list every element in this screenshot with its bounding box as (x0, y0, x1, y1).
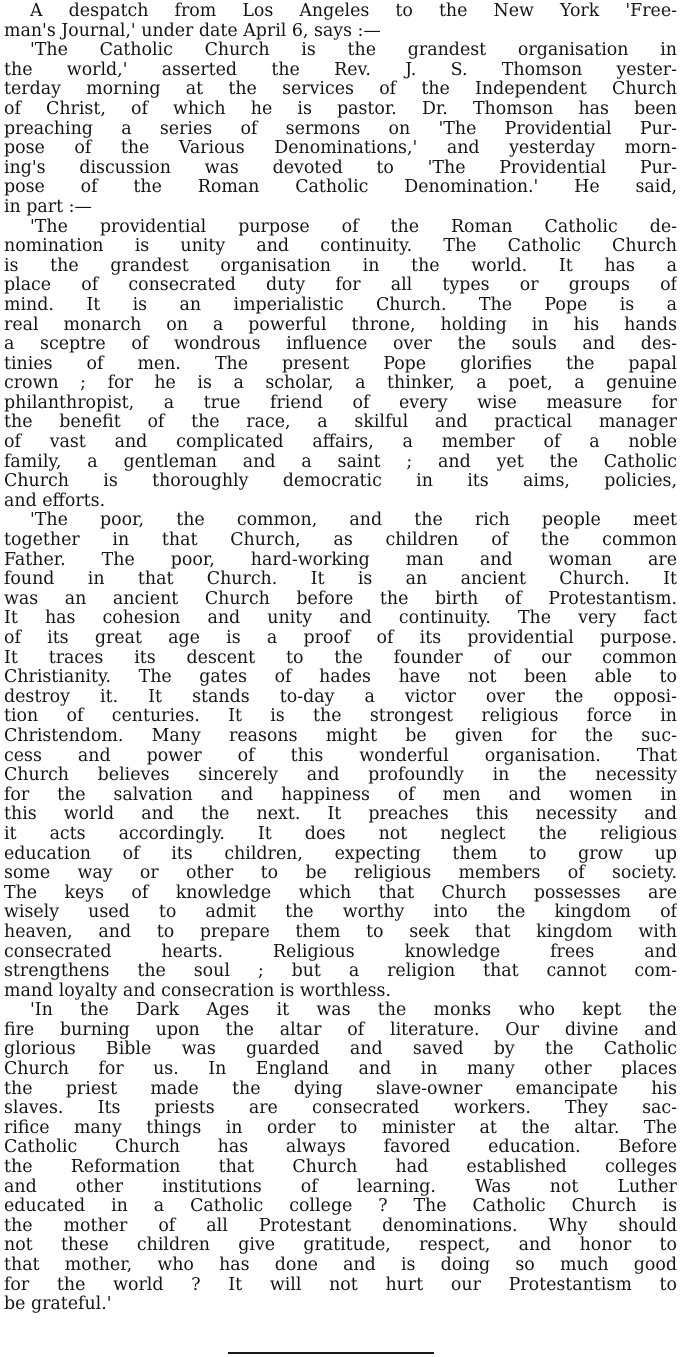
text-line: the Reformation that Church had established colleges (4, 1158, 677, 1178)
text-line: tion of centuries. It is the strongest religious force in (4, 707, 677, 727)
text-line: crown ; for he is a scholar, a thinker, a poet, a genuine (4, 374, 677, 394)
text-line: Church for us. In England and in many other places (4, 1060, 677, 1080)
text-line: 'The Catholic Church is the grandest organisation in (30, 41, 677, 61)
text-line: strengthens the soul ; but a religion that cannot com- (4, 962, 677, 982)
text-line: cess and power of this wonderful organisation. That (4, 746, 677, 766)
text-line: the benefit of the race, a skilful and practical manager (4, 413, 677, 433)
text-line: rifice many things in order to minister at the altar. The (4, 1118, 677, 1138)
text-line: for the salvation and happiness of men and women in (4, 785, 677, 805)
text-line: 'The poor, the common, and the rich people meet (30, 511, 677, 531)
text-line: the mother of all Protestant denominations. Why should (4, 1216, 677, 1236)
text-line: that mother, who has done and is doing so much good (4, 1256, 677, 1275)
text-line: together in that Church, as children of the common (4, 531, 677, 551)
text-line: glorious Bible was guarded and saved by the Catholic (4, 1040, 677, 1060)
text-line: ing's discussion was devoted to 'The Providential Pur- (4, 158, 677, 178)
text-line: Catholic Church has always favored education. Before (4, 1138, 677, 1158)
text-line: Christianity. The gates of hades have not been able to (4, 668, 677, 688)
text-line: family, a gentleman and a saint ; and yet the Catholic (4, 452, 677, 472)
text-line: real monarch on a powerful throne, holding in his hands (4, 315, 677, 335)
text-line: tinies of men. The present Pope glorifies the papal (4, 354, 677, 374)
text-line: was an ancient Church before the birth of Protestantism. (4, 589, 677, 609)
text-line: found in that Church. It is an ancient Church. It (4, 570, 677, 590)
text-line: not these children give gratitude, respect, and honor to (4, 1236, 677, 1256)
text-line: The keys of knowledge which that Church possesses are (4, 883, 677, 903)
text-line: mind. It is an imperialistic Church. The Pope is a (4, 295, 677, 315)
text-line: educated in a Catholic college ? The Catholic Church is (4, 1197, 677, 1217)
text-line: pose of the Roman Catholic Denomination.' He said, (4, 178, 677, 198)
text-line: Father. The poor, hard-working man and woman are (4, 550, 677, 570)
paragraph-providential-purpose (4, 218, 677, 512)
text-line: fire burning upon the altar of literature. Our divine and (4, 1020, 677, 1040)
text-line: consecrated hearts. Religious knowledge frees and (4, 942, 677, 962)
text-line: wisely used to admit the worthy into the kingdom of (4, 903, 677, 923)
text-line: Christendom. Many reasons might be given for the suc- (4, 726, 677, 746)
text-line: of its great age is a proof of its providential purpose. (4, 629, 677, 648)
article-column (4, 2, 677, 1315)
text-line: the world,' asserted the Rev. J. S. Thomson yester- (4, 60, 677, 80)
text-line: destroy it. It stands to-day a victor over the opposi- (4, 687, 677, 707)
text-line: Church is thoroughly democratic in its aims, policies, (4, 472, 677, 492)
paragraph-thomson-statement (4, 41, 677, 217)
text-line: man's Journal,' under date April 6, says :— (4, 21, 381, 41)
text-line: this world and the next. It preaches this necessity and (4, 805, 677, 825)
text-line: Church believes sincerely and profoundly in the necessity (4, 766, 677, 786)
text-line: place of consecrated duty for all types or groups of (4, 276, 677, 296)
end-rule (228, 1352, 434, 1354)
text-line: is the grandest organisation in the world. It has a (4, 256, 677, 276)
text-line: be grateful.' (4, 1295, 112, 1315)
text-line: preaching a series of sermons on 'The Providential Pur- (4, 119, 677, 139)
paragraph-poor-and-rich (4, 511, 677, 1001)
text-line: the priest made the dying slave-owner emancipate his (4, 1079, 677, 1099)
text-line: and efforts. (4, 491, 106, 511)
text-line: for the world ? It will not hurt our Protestantism to (4, 1275, 677, 1295)
text-line: some way or other to be religious members of society. (4, 864, 677, 884)
text-line: of vast and complicated affairs, a member of a noble (4, 433, 677, 453)
text-line: a sceptre of wondrous influence over the souls and des- (4, 335, 677, 355)
text-line: It has cohesion and unity and continuity. The very fact (4, 609, 677, 629)
text-line: philanthropist, a true friend of every wise measure for (4, 393, 677, 413)
text-line: heaven, and to prepare them to seek that kingdom with (4, 922, 677, 942)
text-line: of Christ, of which he is pastor. Dr. Thomson has been (4, 99, 677, 119)
text-line: 'In the Dark Ages it was the monks who kept the (30, 1001, 677, 1021)
text-line: in part :— (4, 197, 92, 217)
text-line: A despatch from Los Angeles to the New York 'Free- (30, 2, 677, 21)
text-line: terday morning at the services of the Independent Church (4, 80, 677, 100)
text-line: slaves. Its priests are consecrated workers. They sac- (4, 1099, 677, 1119)
paragraph-dark-ages (4, 1001, 677, 1315)
text-line: pose of the Various Denominations,' and yesterday morn- (4, 139, 677, 159)
text-line: nomination is unity and continuity. The Catholic Church (4, 237, 677, 257)
text-line: 'The providential purpose of the Roman Catholic de- (30, 217, 677, 237)
text-line: it acts accordingly. It does not neglect the religious (4, 824, 677, 844)
text-line: education of its children, expecting them to grow up (4, 844, 677, 864)
text-line: and other institutions of learning. Was not Luther (4, 1177, 677, 1197)
text-line: mand loyalty and consecration is worthless. (4, 981, 391, 1001)
text-line: It traces its descent to the founder of our common (4, 648, 677, 668)
paragraph-intro (4, 2, 677, 41)
